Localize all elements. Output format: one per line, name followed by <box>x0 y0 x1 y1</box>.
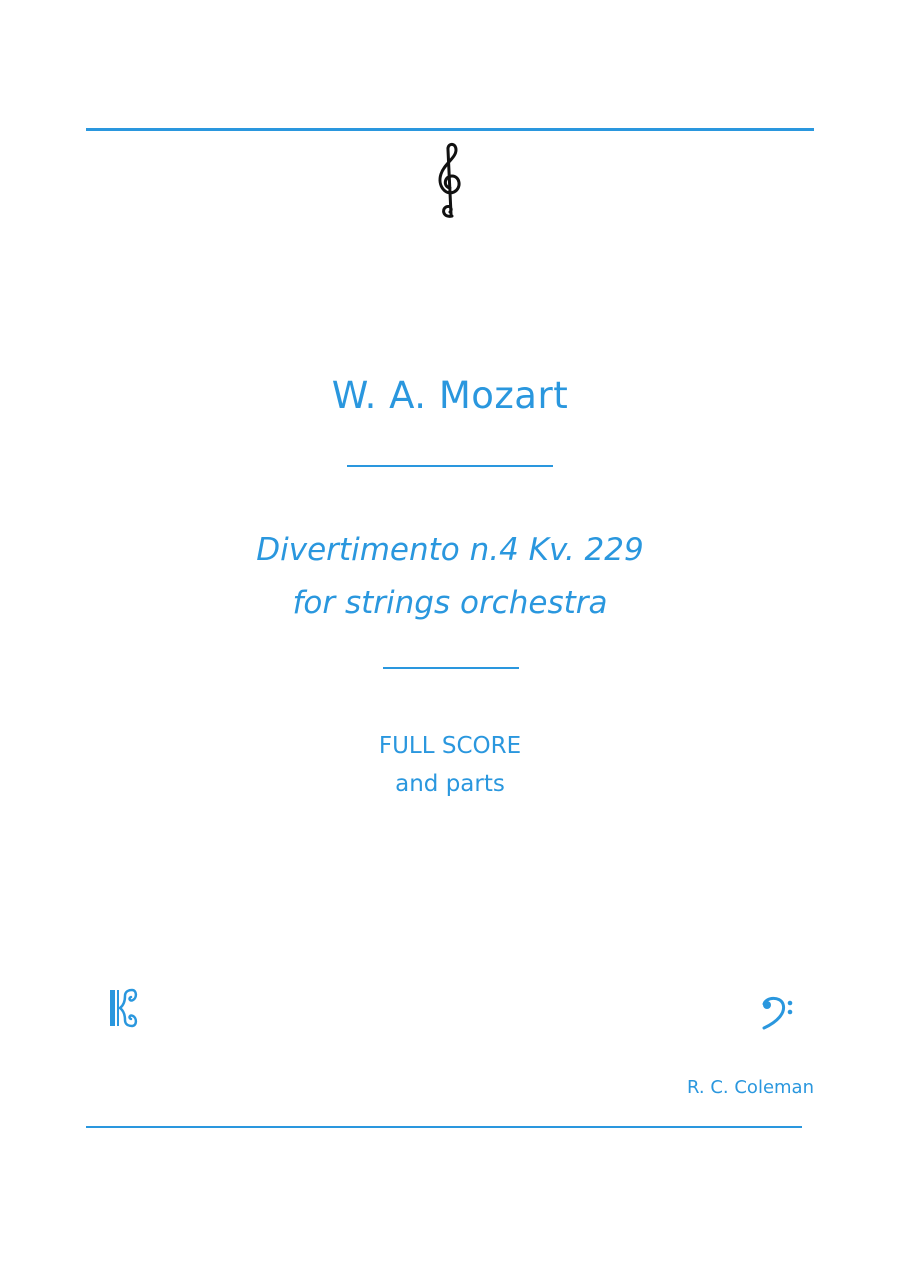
subtitle-divider <box>383 667 519 669</box>
alto-clef-icon <box>108 988 138 1028</box>
bass-clef-icon <box>760 996 794 1030</box>
title-divider <box>347 465 553 467</box>
bottom-rule <box>86 1126 802 1128</box>
top-rule <box>86 128 814 131</box>
arranger-name: R. C. Coleman <box>687 1077 814 1098</box>
score-parts: and parts <box>395 771 505 797</box>
work-subtitle: for strings orchestra <box>292 585 608 621</box>
score-type: FULL SCORE <box>378 733 522 759</box>
work-title: Divertimento n.4 Kv. 229 <box>256 532 644 568</box>
treble-clef-icon <box>432 140 468 220</box>
composer-name: W. A. Mozart <box>331 374 569 417</box>
